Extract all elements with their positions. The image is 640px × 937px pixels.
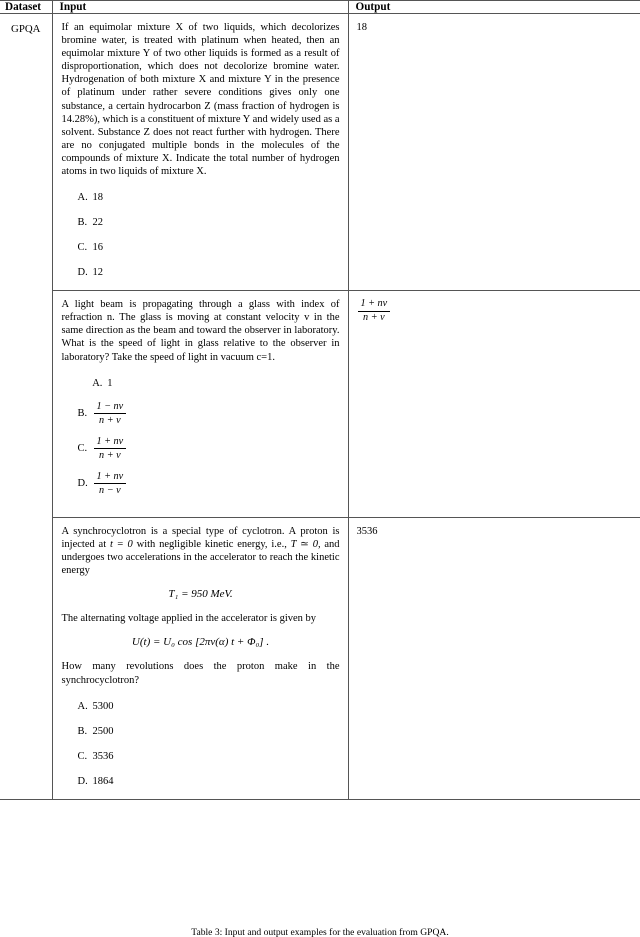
choice-item[interactable] <box>78 775 340 788</box>
dataset-label-cell: GPQA <box>0 14 52 800</box>
table-row <box>0 291 640 518</box>
question-text: A light beam is propagating through a glass with index of refraction n. The glass is moving at constant velocity v in the same direction as the beam and toward the observer in laboratory. What is the speed of light in glass relative to the observer in laboratory? Take the speed of light in vacuum c=1. <box>61 299 340 363</box>
choice-label: D. <box>77 267 88 279</box>
choice-text: 1 <box>107 377 113 389</box>
choice-text: 18 <box>92 192 103 204</box>
fraction-expression <box>94 436 127 462</box>
fraction-denominator: n − v <box>99 484 121 496</box>
question-text: If an equimolar mixture X of two liquids, which decolorizes bromine water, is treated with platinum when heated, then an equimolar mixture Y of two other liquids is formed as a result of disproportionation, which does not decolorize bromine water. Hydrogenation of both mixture X and mixture Y in the presence of platinum under rather severe conditions gives only one substance, a certain hydrocarbon Z (mass fraction of hydrogen is 14.28%), which is a constituent of mixture Y and widely used as a solvent. Substance Z does not react further with hydrogen. There are no conjugated multiple bonds in the molecules of the compounds of mixture X. Indicate the total number of hydrogen atoms in two liquids of mixture X. <box>61 22 340 178</box>
display-equation-U: U(t) = U₀ cos [2πν(α) t + Φ₀] . <box>131 636 270 649</box>
fraction-numerator: 1 + nv <box>94 471 127 485</box>
choice-label: D. <box>77 478 88 490</box>
choice-label: C. <box>77 443 88 455</box>
output-fraction <box>358 298 391 324</box>
table-row <box>0 517 640 799</box>
fraction-numerator: 1 + nv <box>358 298 391 312</box>
question-part-1: A synchrocyclotron is a special type of cyclotron. A proton is injected at <box>61 525 340 550</box>
input-cell-row1 <box>52 14 348 291</box>
choice-item[interactable] <box>78 191 340 204</box>
choice-item[interactable] <box>92 377 112 390</box>
fraction-numerator: 1 + nv <box>94 436 127 450</box>
output-value: 3536 <box>356 525 378 537</box>
fraction-expression <box>94 401 127 427</box>
display-equation-T1: T₁ = 950 MeV. <box>168 588 233 601</box>
choice-item[interactable] <box>78 401 128 427</box>
inline-math-T0: T ≃ 0, <box>290 538 321 550</box>
choice-item[interactable] <box>78 471 128 497</box>
bottom-rule-dataset <box>0 799 52 800</box>
choice-label: C. <box>77 242 88 254</box>
column-header-output: Output <box>348 1 640 14</box>
input-cell-row3 <box>52 517 348 799</box>
output-cell-row2 <box>348 291 640 518</box>
question-part-2: with negligible kinetic energy, i.e., <box>136 538 287 550</box>
choice-item[interactable] <box>78 725 340 738</box>
choice-text: 1864 <box>92 775 114 787</box>
bottom-rule-output <box>348 799 640 800</box>
choice-item[interactable] <box>78 241 340 254</box>
fraction-expression <box>94 471 127 497</box>
choice-text: 3536 <box>92 750 114 762</box>
choice-item[interactable] <box>78 436 128 462</box>
choice-label: B. <box>77 725 88 737</box>
question-part-3: and undergoes two accelerations in the accelerator to reach the kinetic energy <box>61 538 340 577</box>
bottom-rule-input <box>52 799 348 800</box>
table-bottom-rule-row <box>0 799 640 800</box>
choice-label: D. <box>77 775 88 787</box>
question-part-4: The alternating voltage applied in the accelerator is given by <box>61 613 317 625</box>
question-text-intro <box>62 525 340 577</box>
table-row <box>0 14 640 291</box>
fraction-denominator: n + v <box>99 449 121 461</box>
choice-list <box>62 191 340 279</box>
fraction-numerator: 1 − nv <box>94 401 127 415</box>
header-row <box>0 1 640 14</box>
table-header <box>0 1 640 14</box>
choice-text: 5300 <box>92 700 114 712</box>
fraction-denominator: n + v <box>99 414 121 426</box>
choice-item[interactable] <box>78 750 340 763</box>
choice-label: A. <box>92 377 103 389</box>
choice-label: B. <box>77 408 88 420</box>
column-header-input: Input <box>52 1 348 14</box>
choice-text: 2500 <box>92 725 114 737</box>
choice-text: 12 <box>92 267 103 279</box>
choice-text: 22 <box>92 217 103 229</box>
choice-text: 16 <box>92 242 103 254</box>
fraction-denominator: n + v <box>363 312 385 324</box>
choice-list <box>62 700 340 788</box>
choice-item[interactable] <box>78 266 340 279</box>
choice-label: C. <box>77 750 88 762</box>
choice-item[interactable] <box>78 216 340 229</box>
choice-list <box>62 377 128 506</box>
choice-item[interactable] <box>78 700 340 713</box>
choice-label: A. <box>77 192 88 204</box>
table-caption: Table 3: Input and output examples for the evaluation from GPQA. <box>191 927 449 937</box>
output-cell-row3 <box>348 517 640 799</box>
output-value: 18 <box>356 22 367 33</box>
question-part-5: How many revolutions does the proton make in the synchrocyclotron? <box>61 661 340 686</box>
choice-label: B. <box>77 217 88 229</box>
output-cell-row1 <box>348 14 640 291</box>
input-cell-row2 <box>52 291 348 518</box>
column-header-dataset: Dataset <box>0 1 52 14</box>
inline-math-t0: t = 0 <box>109 538 133 550</box>
table-body <box>0 14 640 800</box>
choice-label: A. <box>77 700 88 712</box>
